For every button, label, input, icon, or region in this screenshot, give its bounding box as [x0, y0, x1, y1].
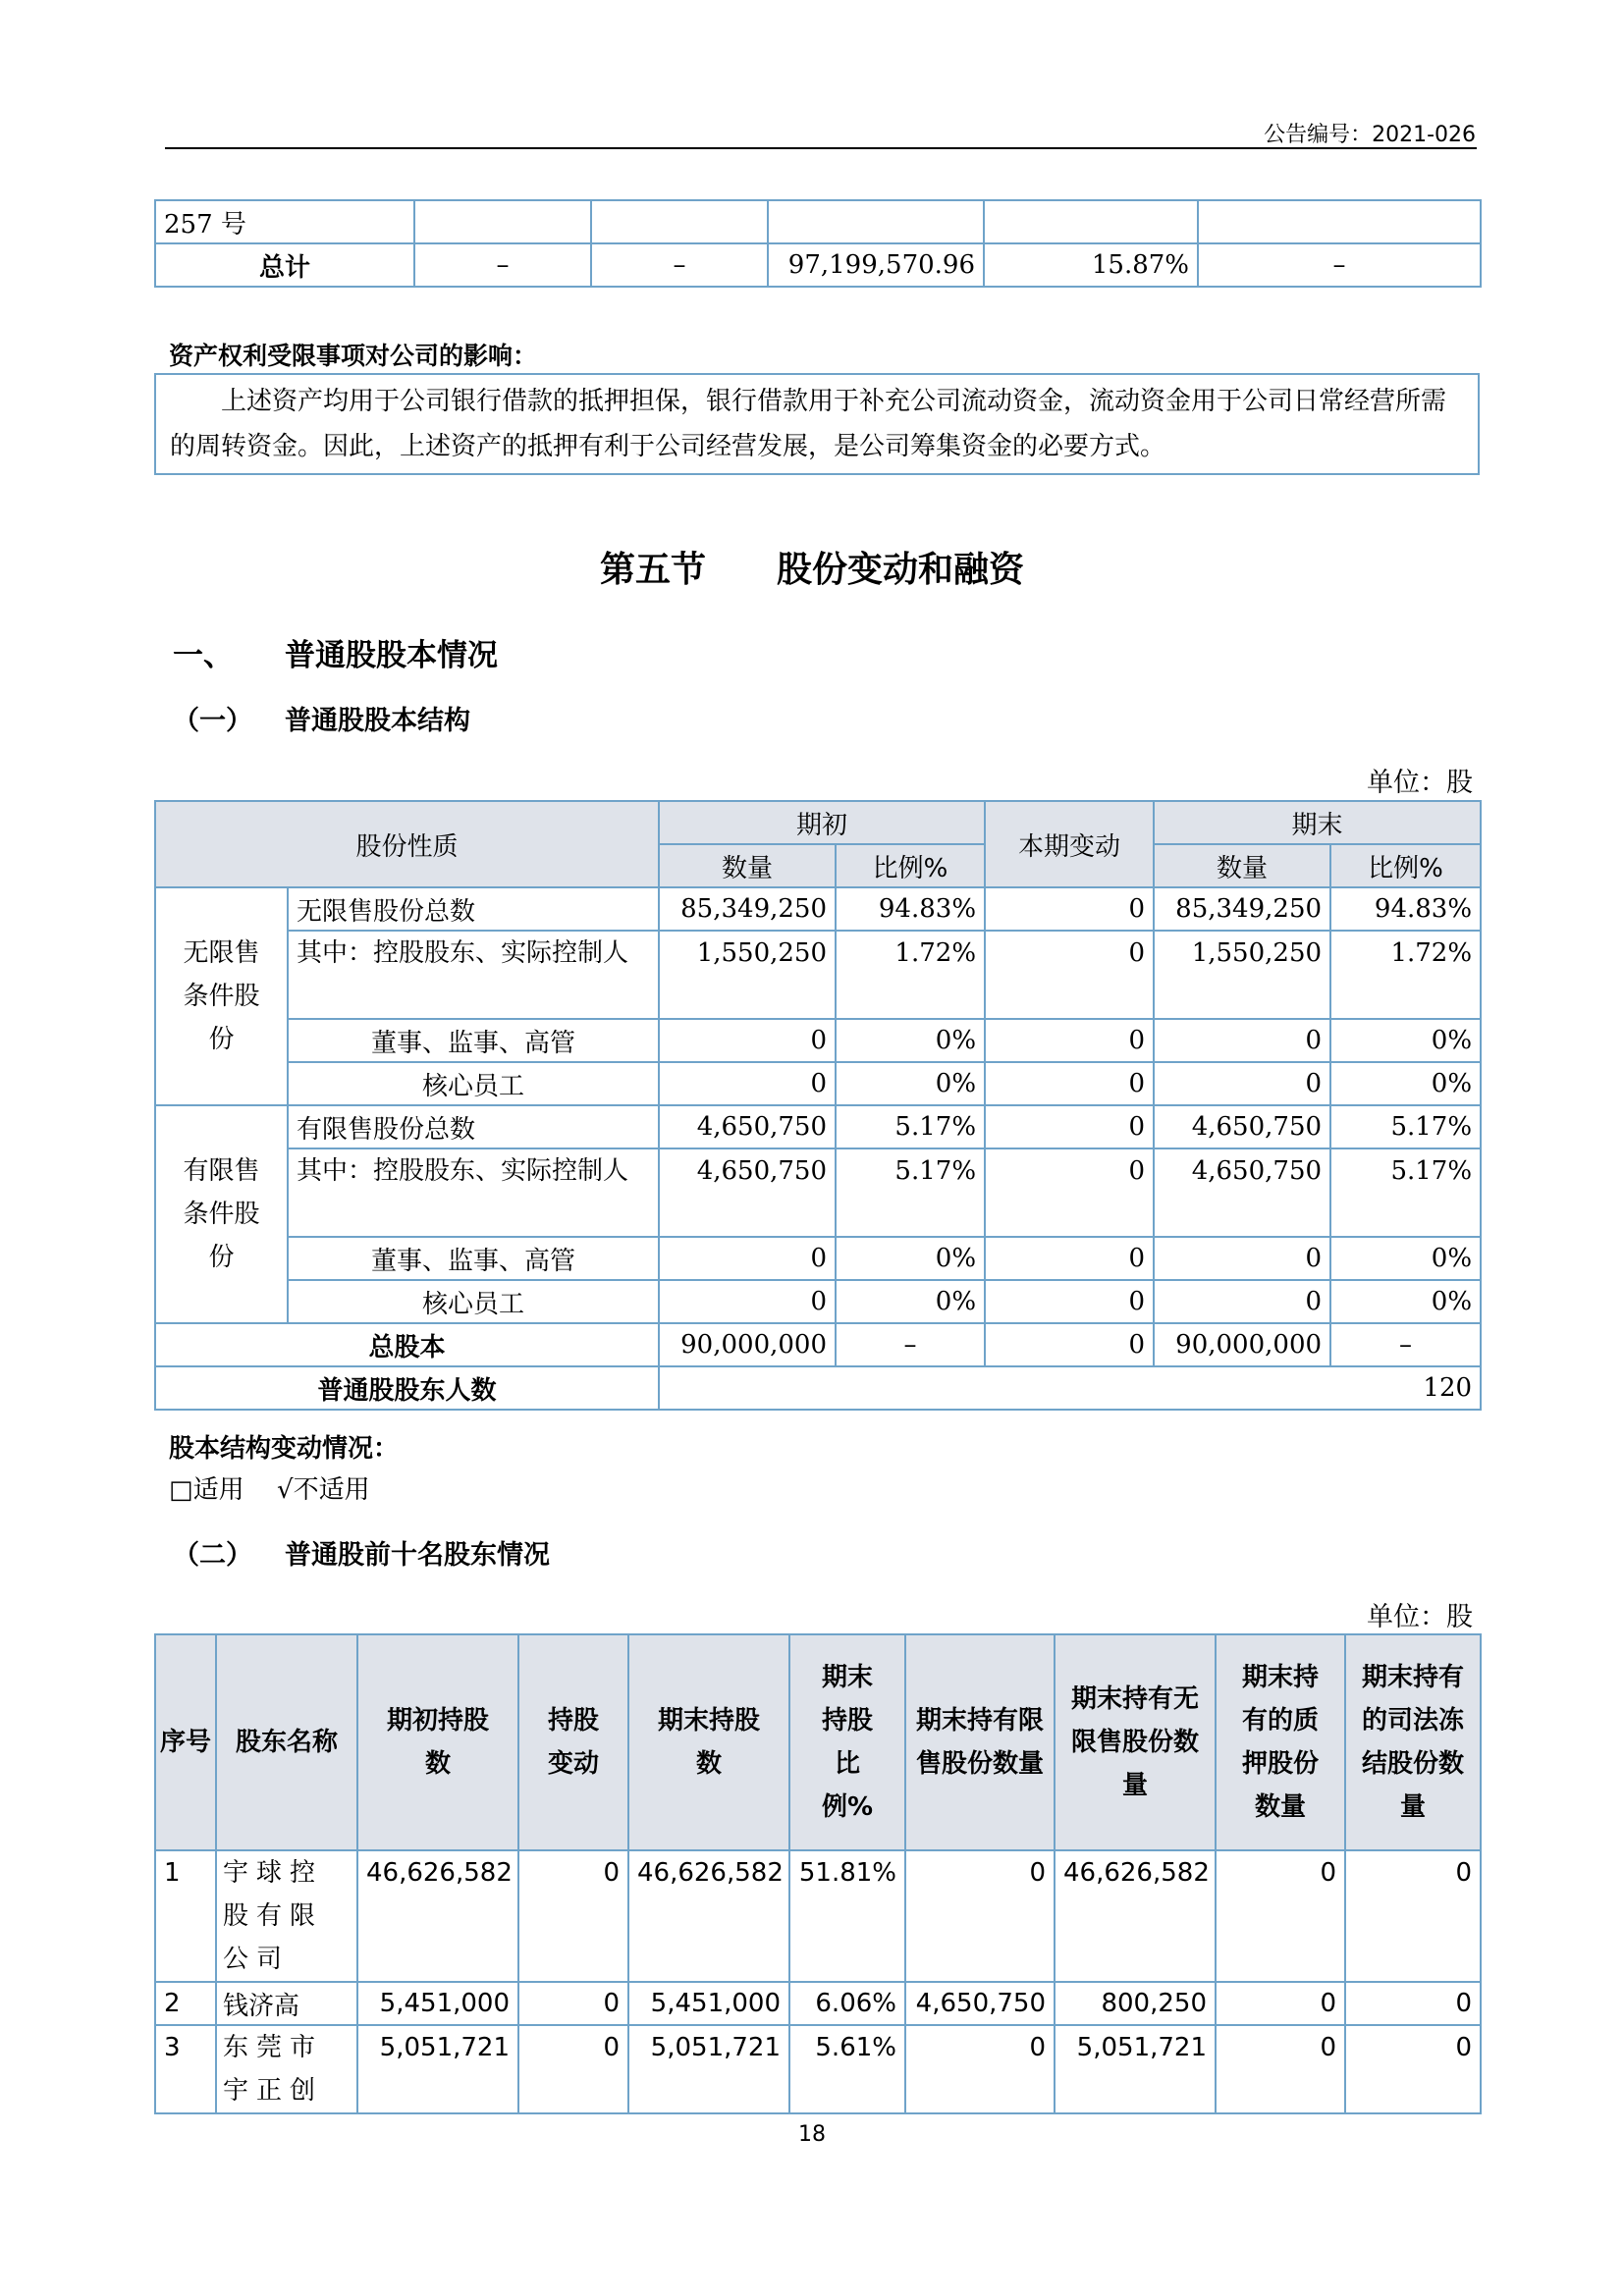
heading-title: 普通股股本情况: [285, 638, 498, 673]
end-ratio: 0%: [1330, 1062, 1481, 1105]
begin-ratio: 0%: [836, 1237, 985, 1280]
total-pct: 15.87%: [984, 243, 1198, 287]
end-ratio: –: [1330, 1323, 1481, 1366]
begin-ratio: 5.17%: [836, 1148, 985, 1237]
end-ratio: 5.17%: [1330, 1148, 1481, 1237]
end-pct: 5.61%: [789, 2025, 905, 2113]
row-name: 其中：控股股东、实际控制人: [288, 931, 659, 1019]
row-no: 3: [155, 2025, 216, 2113]
checkbox-applicable: □适用: [169, 1475, 244, 1505]
begin-qty: 85,349,250: [659, 887, 836, 931]
begin-ratio: 0%: [836, 1280, 985, 1323]
col-header: 序号: [155, 1634, 216, 1850]
end-ratio: 5.17%: [1330, 1105, 1481, 1148]
end-shares: 5,051,721: [628, 2025, 789, 2113]
begin-ratio: 5.17%: [836, 1105, 985, 1148]
row-name: 核心员工: [288, 1280, 659, 1323]
col-header: 期末持有的司法冻结股份数量: [1345, 1634, 1481, 1850]
change-value: 0: [985, 1323, 1154, 1366]
unrestricted-shares: 800,250: [1055, 1982, 1216, 2025]
col-header: 期末持有的质押股份数量: [1216, 1634, 1345, 1850]
total-label: 总计: [155, 243, 414, 287]
row-name: 无限售股份总数: [288, 887, 659, 931]
col-header: 期初持股数: [357, 1634, 518, 1850]
unrestricted-shares: 46,626,582: [1055, 1850, 1216, 1982]
begin-ratio: 0%: [836, 1062, 985, 1105]
begin-qty: 4,650,750: [659, 1105, 836, 1148]
total-amount: 97,199,570.96: [768, 243, 984, 287]
begin-qty: 0: [659, 1019, 836, 1062]
header-begin: 期初: [659, 801, 985, 844]
subheading-number: （一）: [173, 706, 252, 736]
row-name: 董事、监事、高管: [288, 1237, 659, 1280]
subheading-title: 普通股前十名股东情况: [285, 1540, 550, 1571]
change-value: 0: [985, 1237, 1154, 1280]
end-pct: 6.06%: [789, 1982, 905, 2025]
restricted-shares: 0: [905, 1850, 1055, 1982]
change-value: 0: [985, 1148, 1154, 1237]
frozen-shares: 0: [1345, 1982, 1481, 2025]
change-value: 0: [985, 1105, 1154, 1148]
pledged-shares: 0: [1216, 2025, 1345, 2113]
share-change: 0: [518, 2025, 628, 2113]
end-shares: 5,451,000: [628, 1982, 789, 2025]
shareholder-name: 钱济高: [216, 1982, 357, 2025]
pledge-table-continued: [154, 199, 1482, 288]
restricted-shares: 4,650,750: [905, 1982, 1055, 2025]
frozen-shares: 0: [1345, 2025, 1481, 2113]
holders-count: 120: [659, 1366, 1481, 1410]
col-header: 期末持股数: [628, 1634, 789, 1850]
change-value: 0: [985, 1062, 1154, 1105]
change-value: 0: [985, 931, 1154, 1019]
subheading-number: （二）: [173, 1540, 252, 1571]
share-structure-table: [154, 800, 1482, 1411]
end-qty: 85,349,250: [1154, 887, 1330, 931]
end-pct: 51.81%: [789, 1850, 905, 1982]
end-qty: 4,650,750: [1154, 1148, 1330, 1237]
total-shares-label: 总股本: [155, 1323, 659, 1366]
header-qty: 数量: [659, 844, 836, 887]
unit-label: 单位：股: [1367, 768, 1473, 798]
change-note-title: 股本结构变动情况：: [169, 1434, 400, 1464]
begin-shares: 46,626,582: [357, 1850, 518, 1982]
begin-qty: 0: [659, 1062, 836, 1105]
end-shares: 46,626,582: [628, 1850, 789, 1982]
notice-number: 公告编号：2021-026: [1264, 123, 1476, 147]
row-name: 其中：控股股东、实际控制人: [288, 1148, 659, 1237]
holders-label: 普通股股东人数: [155, 1366, 659, 1410]
unrestricted-shares: 5,051,721: [1055, 2025, 1216, 2113]
pledged-shares: 0: [1216, 1982, 1345, 2025]
pledged-shares: 0: [1216, 1850, 1345, 1982]
header-nature: 股份性质: [155, 801, 659, 887]
end-qty: 0: [1154, 1280, 1330, 1323]
header-end: 期末: [1154, 801, 1481, 844]
col-header: 期末持有无限售股份数量: [1055, 1634, 1216, 1850]
table-cell: –: [591, 243, 768, 287]
table-cell: –: [414, 243, 591, 287]
begin-qty: 90,000,000: [659, 1323, 836, 1366]
end-ratio: 94.83%: [1330, 887, 1481, 931]
change-value: 0: [985, 1019, 1154, 1062]
row-no: 2: [155, 1982, 216, 2025]
share-change: 0: [518, 1850, 628, 1982]
begin-ratio: 94.83%: [836, 887, 985, 931]
header-ratio: 比例%: [1330, 844, 1481, 887]
col-header: 股东名称: [216, 1634, 357, 1850]
top-shareholders-table: [154, 1633, 1482, 2114]
begin-shares: 5,051,721: [357, 2025, 518, 2113]
change-value: 0: [985, 887, 1154, 931]
begin-ratio: 0%: [836, 1019, 985, 1062]
restricted-shares: 0: [905, 2025, 1055, 2113]
table-cell: 257 号: [155, 200, 414, 243]
page-number: 18: [798, 2122, 826, 2147]
end-ratio: 0%: [1330, 1237, 1481, 1280]
heading-number: 一、: [173, 638, 234, 673]
row-name: 董事、监事、高管: [288, 1019, 659, 1062]
table-cell: –: [1198, 243, 1481, 287]
group-label: 无限售条件股份: [155, 887, 288, 1105]
begin-shares: 5,451,000: [357, 1982, 518, 2025]
checkbox-not-applicable: √不适用: [277, 1475, 370, 1505]
row-no: 1: [155, 1850, 216, 1982]
end-qty: 0: [1154, 1062, 1330, 1105]
col-header: 期末持股比例%: [789, 1634, 905, 1850]
end-ratio: 0%: [1330, 1019, 1481, 1062]
share-change: 0: [518, 1982, 628, 2025]
frozen-shares: 0: [1345, 1850, 1481, 1982]
end-qty: 4,650,750: [1154, 1105, 1330, 1148]
end-qty: 1,550,250: [1154, 931, 1330, 1019]
shareholder-name: 宇球控股有限公司: [216, 1850, 357, 1982]
col-header: 期末持有限售股份数量: [905, 1634, 1055, 1850]
header-change: 本期变动: [985, 801, 1154, 887]
row-name: 核心员工: [288, 1062, 659, 1105]
end-qty: 0: [1154, 1019, 1330, 1062]
section-title: 第五节 股份变动和融资: [599, 550, 1024, 590]
begin-qty: 0: [659, 1280, 836, 1323]
impact-text: 上述资产均用于公司银行借款的抵押担保，银行借款用于补充公司流动资金，流动资金用于公司日常经营所需的周转资金。因此，上述资产的抵押有利于公司经营发展，是公司筹集资金的必要方式。: [154, 373, 1480, 475]
begin-qty: 4,650,750: [659, 1148, 836, 1237]
begin-qty: 1,550,250: [659, 931, 836, 1019]
header-qty: 数量: [1154, 844, 1330, 887]
shareholder-name: 东莞市宇正创: [216, 2025, 357, 2113]
col-header: 持股变动: [518, 1634, 628, 1850]
unit-label: 单位：股: [1367, 1602, 1473, 1632]
end-qty: 90,000,000: [1154, 1323, 1330, 1366]
begin-qty: 0: [659, 1237, 836, 1280]
impact-title: 资产权利受限事项对公司的影响：: [169, 342, 538, 370]
end-ratio: 1.72%: [1330, 931, 1481, 1019]
begin-ratio: 1.72%: [836, 931, 985, 1019]
row-name: 有限售股份总数: [288, 1105, 659, 1148]
change-value: 0: [985, 1280, 1154, 1323]
subheading-title: 普通股股本结构: [285, 706, 470, 736]
header-rule: [165, 147, 1477, 149]
end-ratio: 0%: [1330, 1280, 1481, 1323]
begin-ratio: –: [836, 1323, 985, 1366]
group-label: 有限售条件股份: [155, 1105, 288, 1323]
end-qty: 0: [1154, 1237, 1330, 1280]
header-ratio: 比例%: [836, 844, 985, 887]
